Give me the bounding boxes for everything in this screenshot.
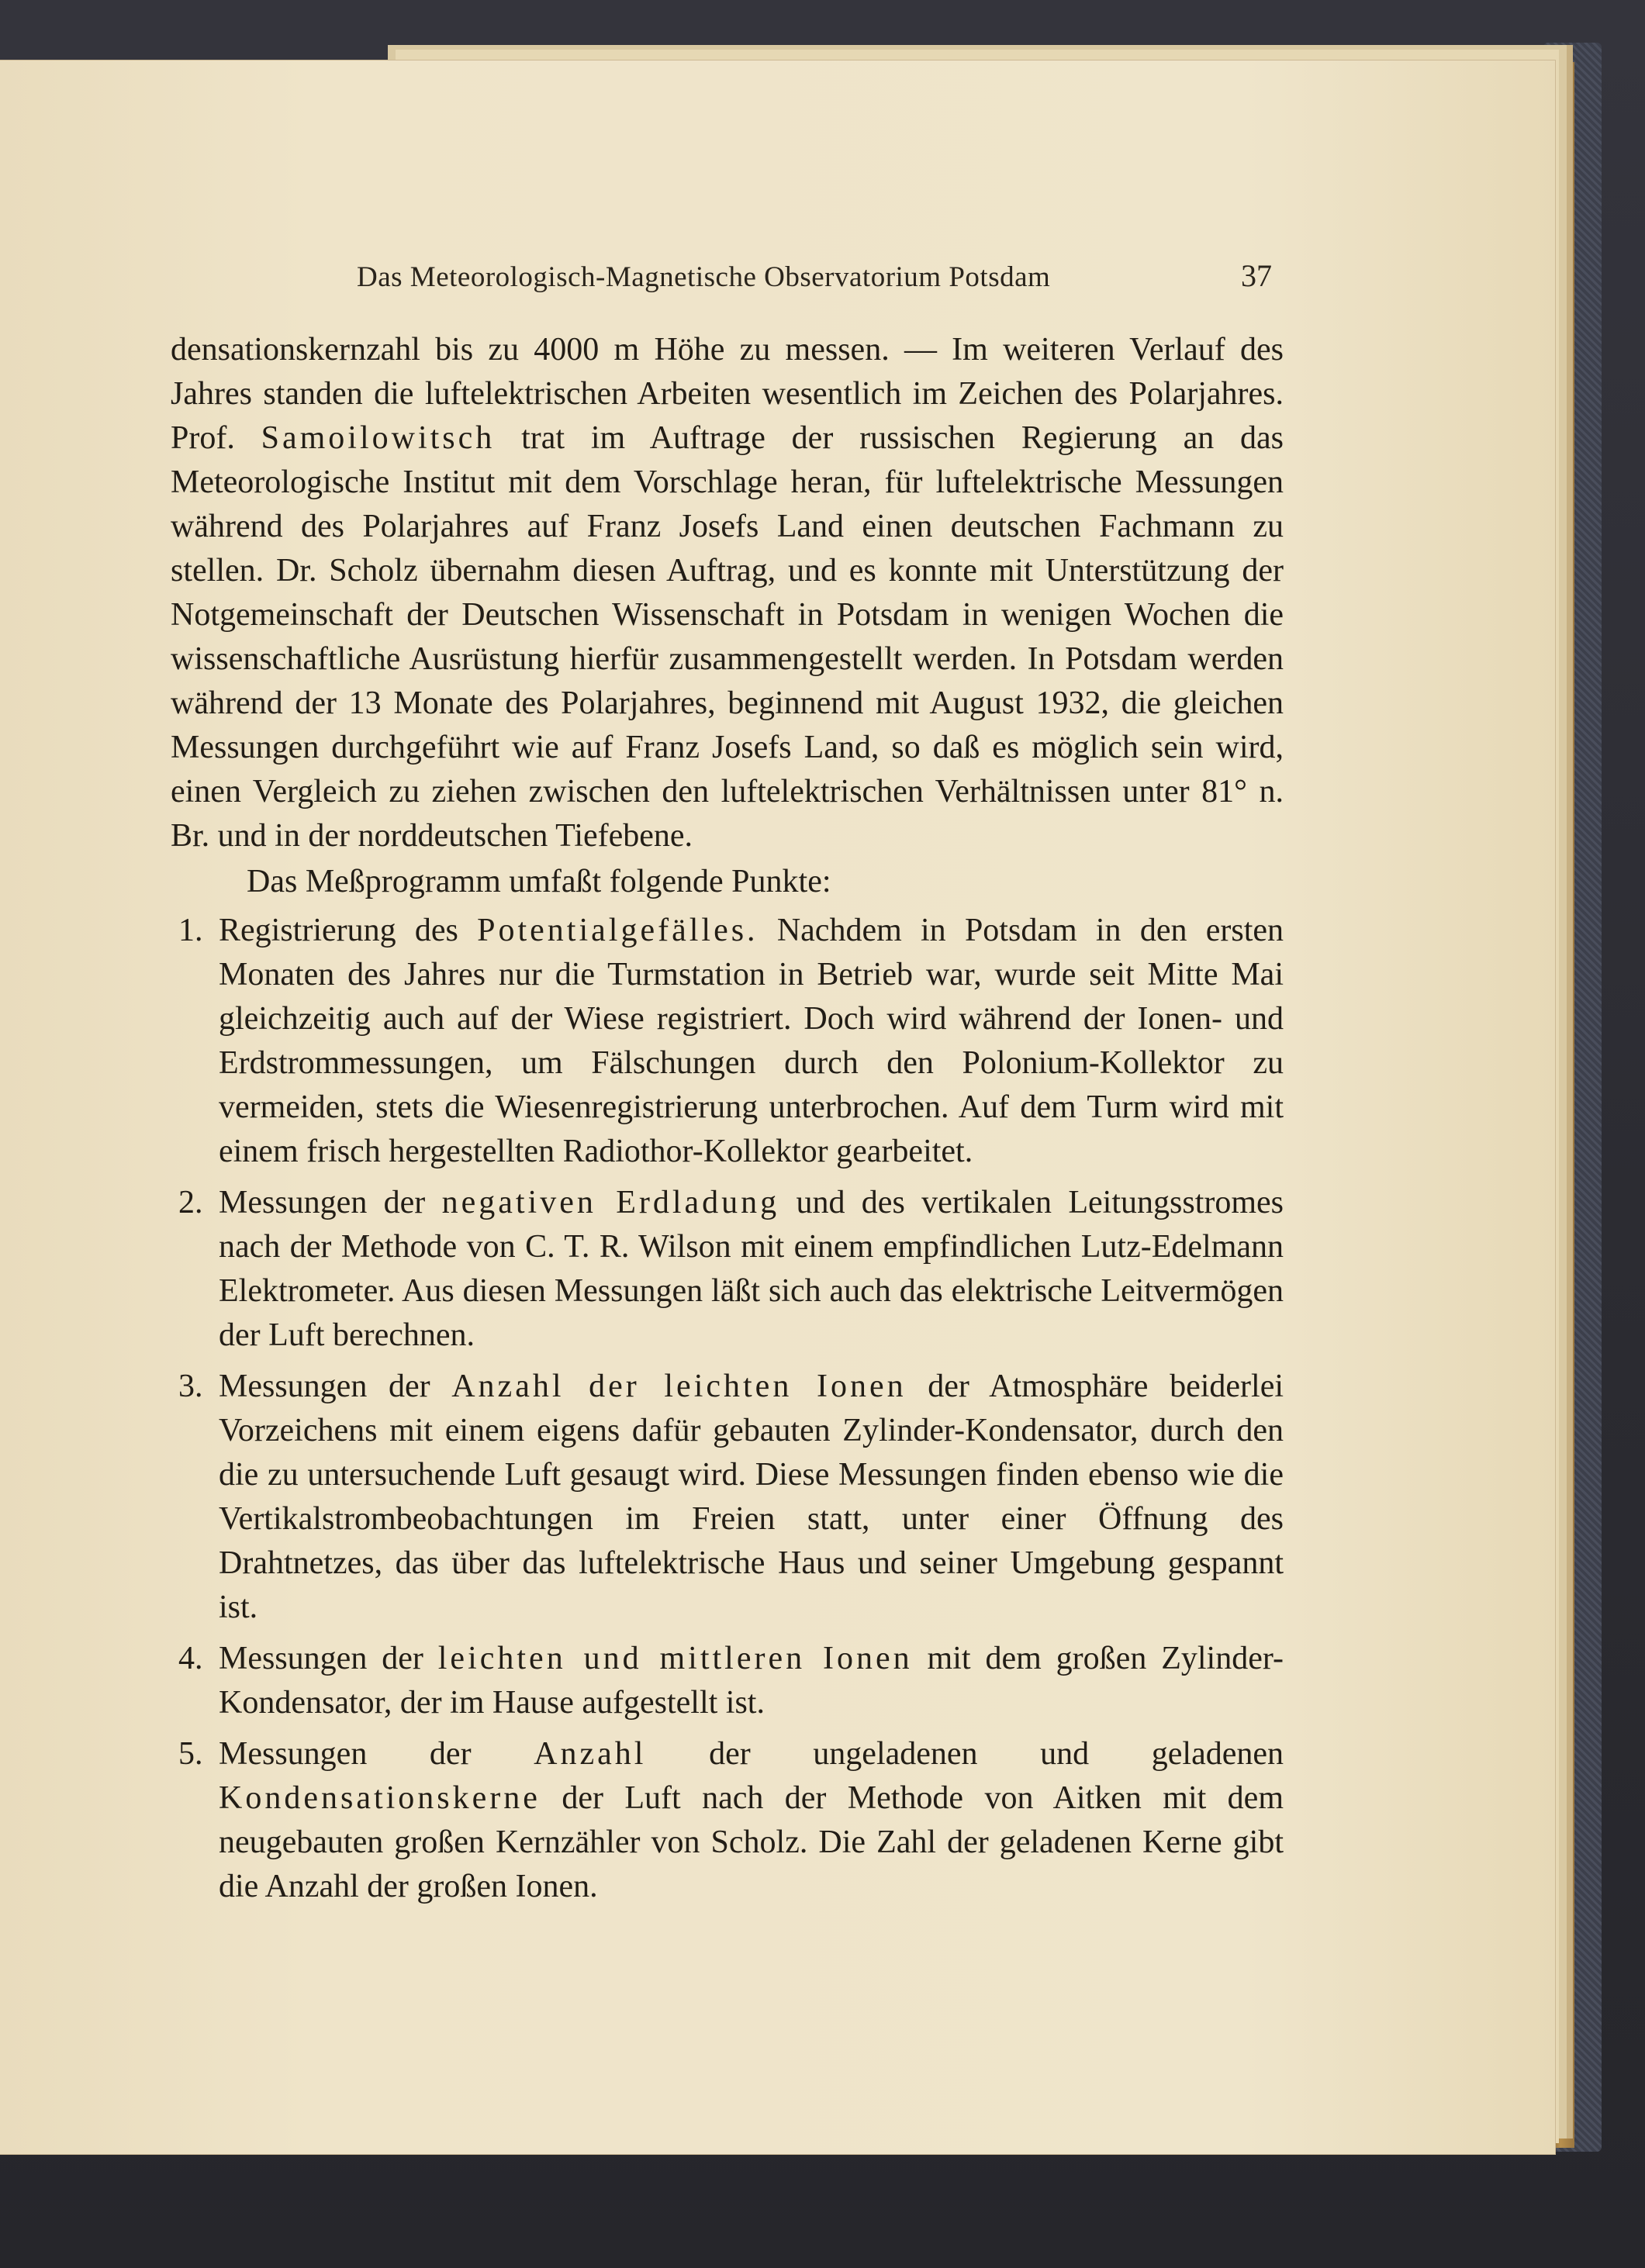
list-item-lead: Messungen der bbox=[219, 1369, 452, 1404]
list-item-emphasis: negativen Erdladung bbox=[441, 1185, 780, 1220]
list-item bbox=[171, 1181, 1284, 1358]
list-item bbox=[171, 1365, 1284, 1630]
list-item-text: der Atmosphäre beiderlei Vorzeichens mit einem eigens dafür gebauten Zylinder-Kondensator, durch den die zu untersuchende Luft gesaugt wird. Diese Messungen finden ebenso wie die Vertikalstrombeobachtungen im Freien statt, unter einer Öffnung des Drahtnetzes, das über das luftelektrische Haus und seiner Umgebung gespannt ist. bbox=[219, 1369, 1284, 1625]
paragraph-1-spaced-name: Samoilowitsch bbox=[261, 420, 496, 456]
list-item-number: 4. bbox=[178, 1641, 203, 1676]
list-item-text: der ungeladenen und geladenen bbox=[646, 1736, 1284, 1772]
list-item-emphasis-2: Kondensationskerne bbox=[219, 1780, 541, 1816]
book-page bbox=[0, 60, 1555, 2154]
paragraph-1 bbox=[171, 328, 1284, 858]
paragraph-2: Das Meßprogramm umfaßt folgende Punkte: bbox=[247, 864, 831, 899]
list-item-text: und des vertikalen Leitungsstromes nach der Methode von C. T. R. Wilson mit einem empfindlichen Lutz-Edelmann Elektrometer. Aus diesen Messungen läßt sich auch das elektrische Leitvermögen der Luft berechnen. bbox=[219, 1185, 1284, 1353]
list-item-emphasis: Anzahl bbox=[534, 1736, 647, 1772]
measurement-program-list bbox=[171, 909, 1284, 1909]
list-item-number: 2. bbox=[178, 1185, 203, 1220]
list-item-emphasis: Potentialgefälles. bbox=[477, 913, 759, 948]
list-item-emphasis: Anzahl der leichten Ionen bbox=[451, 1369, 907, 1404]
list-item-number: 3. bbox=[178, 1369, 203, 1404]
list-item-text: Nachdem in Potsdam in den ersten Monaten des Jahres nur die Turmstation in Betrieb war, wurde seit Mitte Mai gleichzeitig auch auf der Wiese registriert. Doch wird während der Ionen- und Erdstrommessungen, um Fälschungen durch den Polonium-Kollektor zu vermeiden, stets die Wiesenregistrierung unterbrochen. Auf dem Turm wird mit einem frisch hergestellten Radiothor-Kollektor gearbeitet. bbox=[219, 913, 1284, 1169]
list-item-lead: Messungen der bbox=[219, 1185, 442, 1220]
running-title: Das Meteorologisch-Magnetische Observatorium Potsdam bbox=[357, 261, 1051, 293]
list-item-lead: Registrierung des bbox=[219, 913, 478, 948]
paragraph-1-text: densationskernzahl bis zu 4000 m Höhe zu messen. — Im weiteren Verlauf des Jahres standen die luftelektrischen Arbeiten wesentlich im Zeichen des Polarjahres. Prof. bbox=[171, 332, 1284, 456]
list-item-text-2: der Luft nach der Methode von Aitken mit dem neugebauten großen Kernzähler von Scholz. Die Zahl der geladenen Kerne gibt die Anzahl der großen Ionen. bbox=[219, 1780, 1284, 1904]
list-item-number: 5. bbox=[178, 1736, 203, 1772]
list-item-emphasis: leichten und mittleren Ionen bbox=[437, 1641, 913, 1676]
list-item-lead: Messungen der bbox=[219, 1641, 438, 1676]
list-item bbox=[171, 909, 1284, 1174]
paragraph-1-text-rest: trat im Auftrage der russischen Regierung an das Meteorologische Institut mit dem Vorschlage heran, für luftelektrische Messungen während des Polarjahres auf Franz Josefs Land einen deutschen Fachmann zu stellen. Dr. Scholz übernahm diesen Auftrag, und es konnte mit Unterstützung der Notgemeinschaft der Deutschen Wissenschaft in Potsdam in wenigen Wochen die wissenschaftliche Ausrüstung hierfür zusammengestellt werden. In Potsdam werden während der 13 Monate des Polarjahres, beginnend mit August 1932, die gleichen Messungen durchgeführt wie auf Franz Josefs Land, so daß es möglich sein wird, einen Vergleich zu ziehen zwischen den luftelektrischen Verhältnissen unter 81° n. Br. und in der norddeutschen Tiefebene. bbox=[171, 420, 1284, 854]
list-item bbox=[171, 1637, 1284, 1725]
page-number: 37 bbox=[1241, 258, 1272, 293]
list-item-text: mit dem großen Zylinder-Kondensator, der im Hause aufgestellt ist. bbox=[219, 1641, 1284, 1721]
list-item-number: 1. bbox=[178, 913, 203, 948]
list-item bbox=[171, 1732, 1284, 1909]
page-body bbox=[171, 328, 1284, 1916]
list-item-lead: Messungen der bbox=[219, 1736, 534, 1772]
